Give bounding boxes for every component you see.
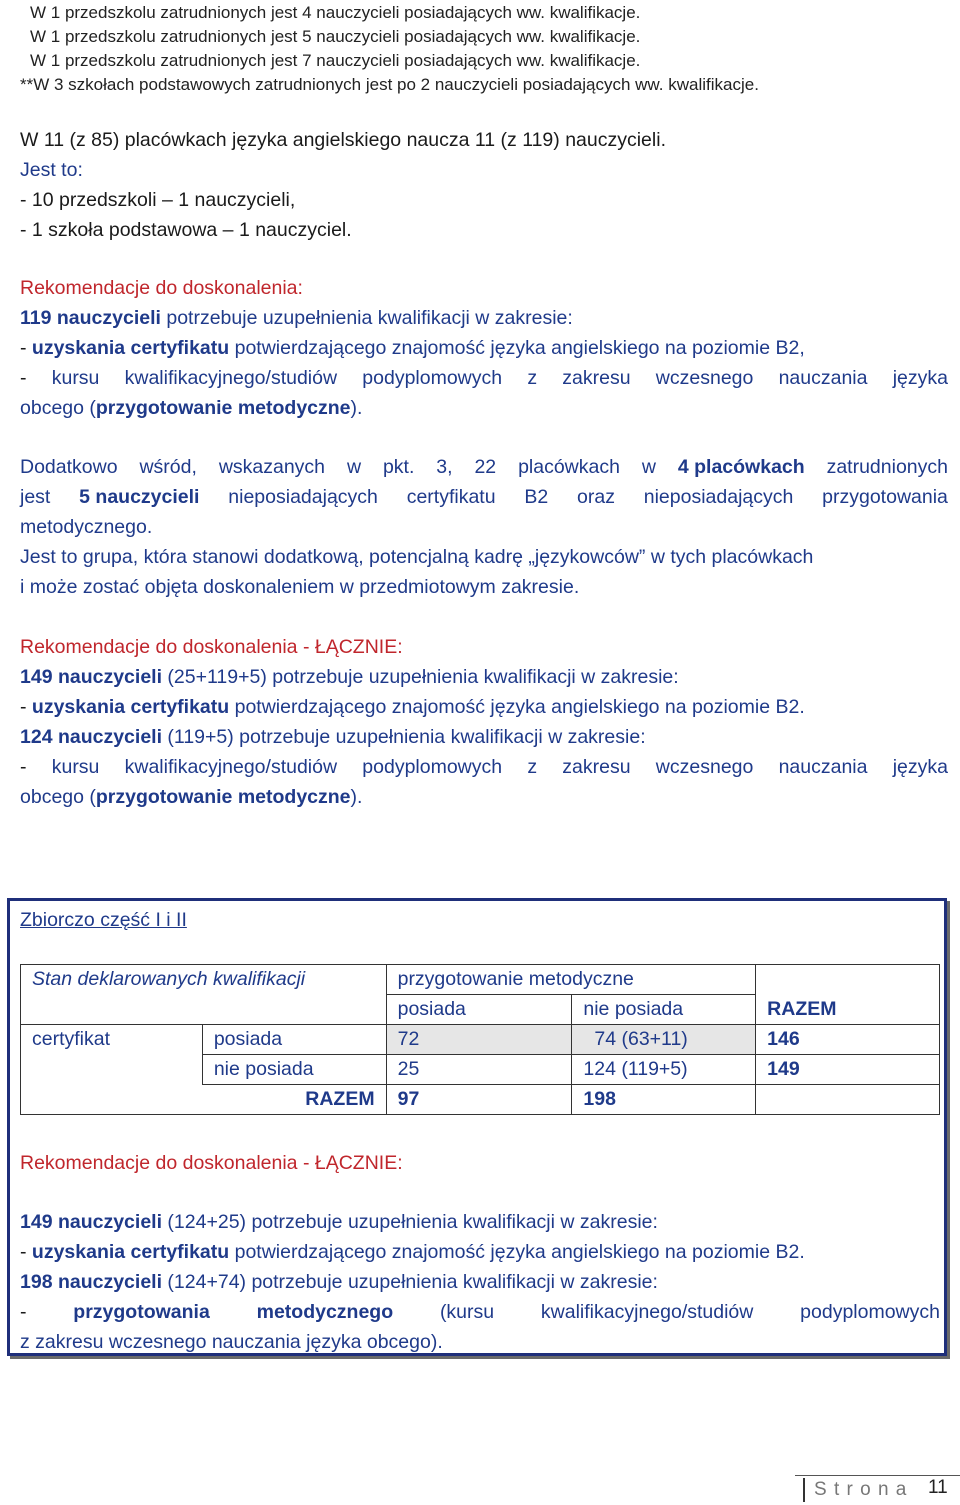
word: podyplomowych xyxy=(362,367,503,389)
word: nauczania xyxy=(778,367,868,389)
cell-total: 149 xyxy=(756,1055,940,1085)
word: 22 xyxy=(474,456,497,478)
zbiorczo-line-2 xyxy=(20,1237,805,1267)
dodatkowo-line-1 xyxy=(20,452,948,482)
col-razem: RAZEM xyxy=(756,995,940,1025)
text: potwierdzającego znajomość języka angielskiego na poziomie B2. xyxy=(229,1241,805,1263)
rek1-count: 119 nauczycieli xyxy=(20,307,161,329)
dodatkowo-placowki: 4 placówkach xyxy=(677,456,805,478)
text: ). xyxy=(350,397,363,419)
text: (124+25) xyxy=(162,1211,252,1233)
word: placówkach xyxy=(518,456,620,478)
word: wskazanych xyxy=(218,456,326,478)
head-label-cont xyxy=(21,995,387,1025)
word: Dodatkowo xyxy=(20,456,118,478)
head-label: Stan deklarowanych kwalifikacji xyxy=(21,965,387,995)
word: pkt. xyxy=(382,456,415,478)
head-empty xyxy=(756,965,940,995)
row-label: posiada xyxy=(202,1025,386,1055)
zbiorczo-line-3 xyxy=(20,1267,658,1297)
word: B2 xyxy=(524,486,549,508)
rek1-przygotowanie: przygotowanie metodyczne xyxy=(95,397,351,419)
text: potrzebuje xyxy=(251,1271,343,1293)
dodatkowo-line-3: metodycznego. xyxy=(20,516,153,538)
rek2-certyfikat: uzyskania certyfikatu xyxy=(31,696,230,718)
zbiorczo-title: Zbiorczo część I i II xyxy=(20,909,187,931)
rek1-line-3 xyxy=(20,363,948,393)
zbiorczo-certyfikat: uzyskania certyfikatu xyxy=(31,1241,230,1263)
footer-rule xyxy=(795,1475,960,1476)
row-label: nie posiada xyxy=(202,1055,386,1085)
zbiorczo-rek-heading: Rekomendacje do doskonalenia - ŁĄCZNIE: xyxy=(20,1152,403,1174)
text: (25+119+5) potrzebuje uzupełnienia kwalifikacji w zakresie: xyxy=(162,666,679,688)
word: w xyxy=(641,456,656,478)
word: nieposiadających xyxy=(643,486,794,508)
word: zakresu xyxy=(562,756,631,778)
angielski-line-1: W 11 (z 85) placówkach języka angielskiego naucza 11 (z 119) nauczycieli. xyxy=(20,129,666,151)
top-line-2: W 1 przedszkolu zatrudnionych jest 5 nauczycieli posiadających ww. kwalifikacje. xyxy=(30,27,641,46)
rek2-line-5 xyxy=(20,782,362,812)
footer-page-number: 11 xyxy=(928,1477,948,1498)
total-label: RAZEM xyxy=(202,1085,386,1115)
word: jest xyxy=(20,486,51,508)
word: z xyxy=(527,756,538,778)
word: w xyxy=(346,456,362,478)
text: potwierdzającego znajomość języka angielskiego na poziomie B2. xyxy=(229,696,805,718)
word: kursu xyxy=(51,367,100,389)
top-line-4: **W 3 szkołach podstawowych zatrudnionych jest po 2 nauczycieli posiadających ww. kwalifikacje. xyxy=(20,75,759,94)
zbiorczo-count-198: 198 nauczycieli xyxy=(20,1271,163,1293)
word: oraz xyxy=(577,486,615,508)
total-razem-empty xyxy=(756,1085,940,1115)
angielski-line-3: - 10 przedszkoli – 1 nauczycieli, xyxy=(20,189,296,211)
text: uzupełnienia kwalifikacji w zakresie: xyxy=(342,1211,658,1233)
word: - xyxy=(20,367,27,389)
rek1-line-1 xyxy=(20,303,573,333)
word: kwalifikacyjnego/studiów xyxy=(124,756,338,778)
word: certyfikatu xyxy=(406,486,496,508)
text: potrzebuje xyxy=(251,1211,343,1233)
col-posiada: posiada xyxy=(386,995,572,1025)
word: podyplomowych xyxy=(362,756,503,778)
col-nie-posiada: nie posiada xyxy=(572,995,756,1025)
total-empty xyxy=(21,1085,203,1115)
rek2-line-1 xyxy=(20,662,679,692)
cell-total: 146 xyxy=(756,1025,940,1055)
word: zakresu xyxy=(562,367,631,389)
rek2-count-149: 149 nauczycieli xyxy=(20,666,163,688)
text: ). xyxy=(350,786,363,808)
text: uzupełnienia kwalifikacji w zakresie: xyxy=(342,1271,658,1293)
word: kwalifikacyjnego/studiów xyxy=(124,367,338,389)
word: nieposiadających xyxy=(228,486,378,508)
rek2-heading: Rekomendacje do doskonalenia - ŁĄCZNIE: xyxy=(20,636,403,658)
word: kwalifikacyjnego/studiów xyxy=(540,1301,754,1323)
zbiorczo-count-149: 149 nauczycieli xyxy=(20,1211,163,1233)
cell-value: 124 (119+5) xyxy=(572,1055,756,1085)
word: nauczania xyxy=(778,756,868,778)
zbiorczo-line-1 xyxy=(20,1207,658,1237)
rek2-przygotowanie: przygotowanie metodyczne xyxy=(95,786,351,808)
word: zatrudnionych xyxy=(826,456,948,478)
word: wśród, xyxy=(139,456,197,478)
angielski-line-4: - 1 szkoła podstawowa – 1 nauczyciel. xyxy=(20,219,352,241)
dodatkowo-line-5: i może zostać objęta doskonaleniem w przedmiotowym zakresie. xyxy=(20,576,580,598)
zbiorczo-line-5: z zakresu wczesnego nauczania języka obcego). xyxy=(20,1331,443,1353)
rek1-heading: Rekomendacje do doskonalenia: xyxy=(20,277,303,299)
rek2-line-3 xyxy=(20,722,646,752)
dash: - xyxy=(20,696,32,718)
text: (124+74) xyxy=(162,1271,252,1293)
row-group-certyfikat: certyfikat xyxy=(21,1025,203,1055)
word: wczesnego xyxy=(655,756,754,778)
rek1-text: potrzebuje uzupełnienia kwalifikacji w zakresie: xyxy=(160,307,573,329)
text: obcego ( xyxy=(20,397,96,419)
cell-value: 72 xyxy=(386,1025,572,1055)
rek1-line-4 xyxy=(20,393,362,423)
cell-value: 74 (63+11) xyxy=(572,1025,756,1055)
word: 3, xyxy=(436,456,453,478)
word: języka xyxy=(892,756,948,778)
word: podyplomowych xyxy=(800,1301,940,1323)
head-group: przygotowanie metodyczne xyxy=(386,965,756,995)
rek1-certyfikat-text: potwierdzającego znajomość języka angielskiego na poziomie B2, xyxy=(229,337,805,359)
top-line-1: W 1 przedszkolu zatrudnionych jest 4 nauczycieli posiadających ww. kwalifikacje. xyxy=(30,3,641,22)
text: (119+5) potrzebuje uzupełnienia kwalifikacji w zakresie: xyxy=(162,726,646,748)
summary-table xyxy=(20,964,940,1115)
word: wczesnego xyxy=(655,367,754,389)
dash: - xyxy=(20,1241,32,1263)
dash: - xyxy=(20,1301,27,1323)
dodatkowo-nauczyciele: 5 nauczycieli xyxy=(79,486,200,508)
rek2-count-124: 124 nauczycieli xyxy=(20,726,163,748)
footer-separator xyxy=(803,1478,805,1502)
cell-value: 25 xyxy=(386,1055,572,1085)
word: kursu xyxy=(51,756,100,778)
dodatkowo-line-2 xyxy=(20,482,948,512)
word: - xyxy=(20,756,27,778)
word: (kursu xyxy=(439,1301,495,1323)
dodatkowo-line-4: Jest to grupa, która stanowi dodatkową, potencjalną kadrę „językowców” w tych placówkach xyxy=(20,546,814,568)
angielski-line-2: Jest to: xyxy=(20,159,83,181)
rek2-line-4 xyxy=(20,752,948,782)
rek1-certyfikat: uzyskania certyfikatu xyxy=(31,337,230,359)
zbiorczo-metodycznego: metodycznego xyxy=(256,1301,394,1323)
word: przygotowania xyxy=(822,486,948,508)
row-group-empty xyxy=(21,1055,203,1085)
dash: - xyxy=(20,337,32,359)
zbiorczo-line-4 xyxy=(20,1297,940,1327)
rek2-line-2 xyxy=(20,692,805,722)
text: obcego ( xyxy=(20,786,96,808)
top-line-3: W 1 przedszkolu zatrudnionych jest 7 nauczycieli posiadających ww. kwalifikacje. xyxy=(30,51,641,70)
zbiorczo-przygotowania: przygotowania xyxy=(73,1301,210,1323)
total-posiada: 97 xyxy=(386,1085,572,1115)
rek1-line-2 xyxy=(20,333,805,363)
word: z xyxy=(527,367,538,389)
word: języka xyxy=(892,367,948,389)
footer-label: S t r o n a xyxy=(814,1479,908,1500)
total-nie-posiada: 198 xyxy=(572,1085,756,1115)
